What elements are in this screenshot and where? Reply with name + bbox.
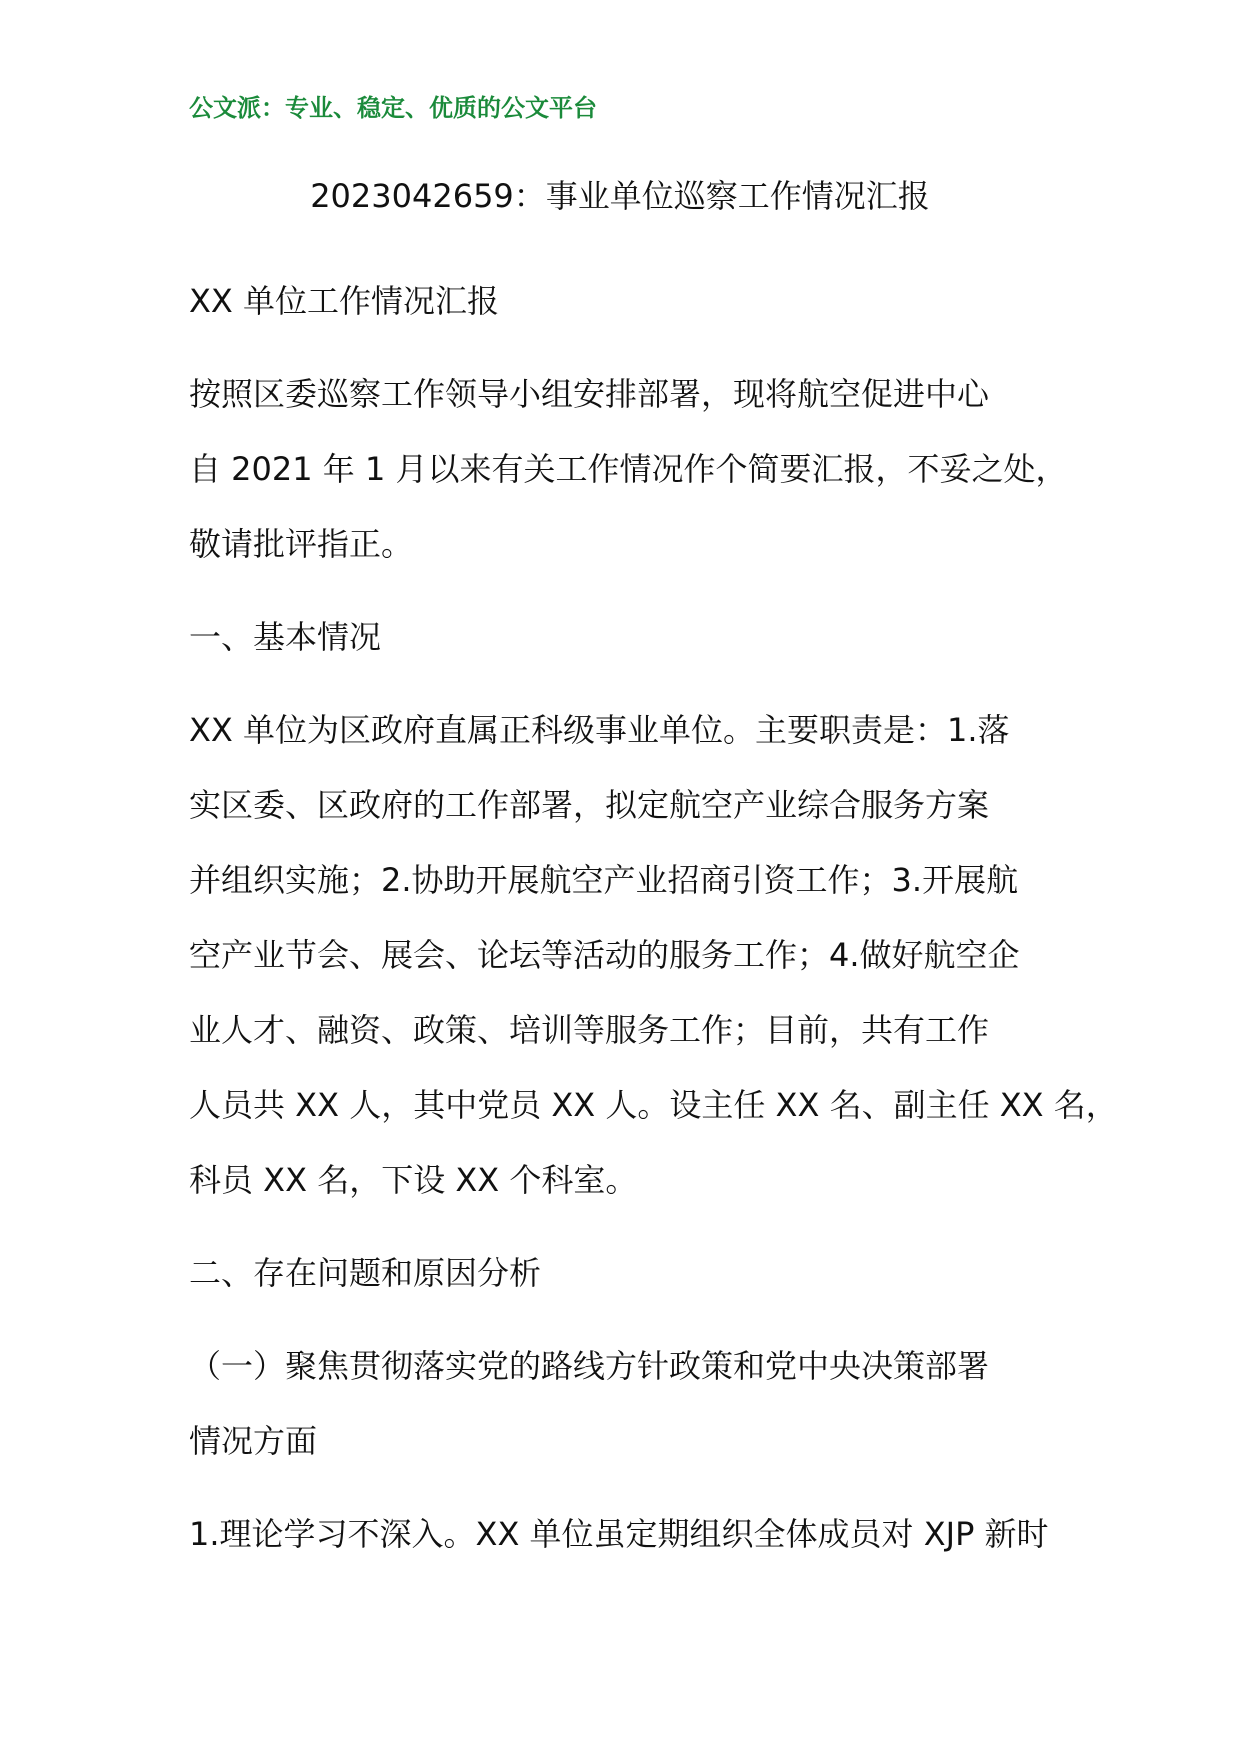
basic-info-line: XX 单位为区政府直属正科级事业单位。主要职责是：1.落	[189, 711, 1010, 749]
subsection-heading-line: （一）聚焦贯彻落实党的路线方针政策和党中央决策部署	[189, 1347, 990, 1385]
section-heading-basic: 一、基本情况	[189, 618, 382, 656]
basic-info-line: 空产业节会、展会、论坛等活动的服务工作；4.做好航空企	[189, 936, 1020, 974]
intro-line: 敬请批评指正。	[189, 525, 414, 563]
section-heading-problems: 二、存在问题和原因分析	[189, 1254, 542, 1292]
document-subtitle: XX 单位工作情况汇报	[189, 282, 500, 320]
document-body	[189, 264, 1118, 1572]
document-title: 2023042659：事业单位巡察工作情况汇报	[310, 177, 930, 215]
basic-info-line: 科员 XX 名，下设 XX 个科室。	[189, 1161, 638, 1199]
brand-header: 公文派：专业、稳定、优质的公文平台	[189, 94, 597, 122]
basic-info-line: 实区委、区政府的工作部署，拟定航空产业综合服务方案	[189, 786, 990, 824]
intro-line: 自 2021 年 1 月以来有关工作情况作个简要汇报，不妥之处，	[189, 450, 1068, 488]
basic-info-paragraph	[189, 693, 1118, 1218]
subsection-heading	[189, 1329, 1089, 1479]
intro-line: 按照区委巡察工作领导小组安排部署，现将航空促进中心	[189, 375, 990, 413]
intro-paragraph	[189, 357, 1089, 582]
basic-info-line: 人员共 XX 人，其中党员 XX 人。设主任 XX 名、副主任 XX 名，	[189, 1086, 1118, 1124]
point-paragraph-line: 1.理论学习不深入。XX 单位虽定期组织全体成员对 XJP 新时	[189, 1515, 1049, 1553]
basic-info-line: 并组织实施；2.协助开展航空产业招商引资工作；3.开展航	[189, 861, 1019, 899]
subsection-heading-line: 情况方面	[189, 1422, 318, 1460]
basic-info-line: 业人才、融资、政策、培训等服务工作；目前，共有工作	[189, 1011, 990, 1049]
